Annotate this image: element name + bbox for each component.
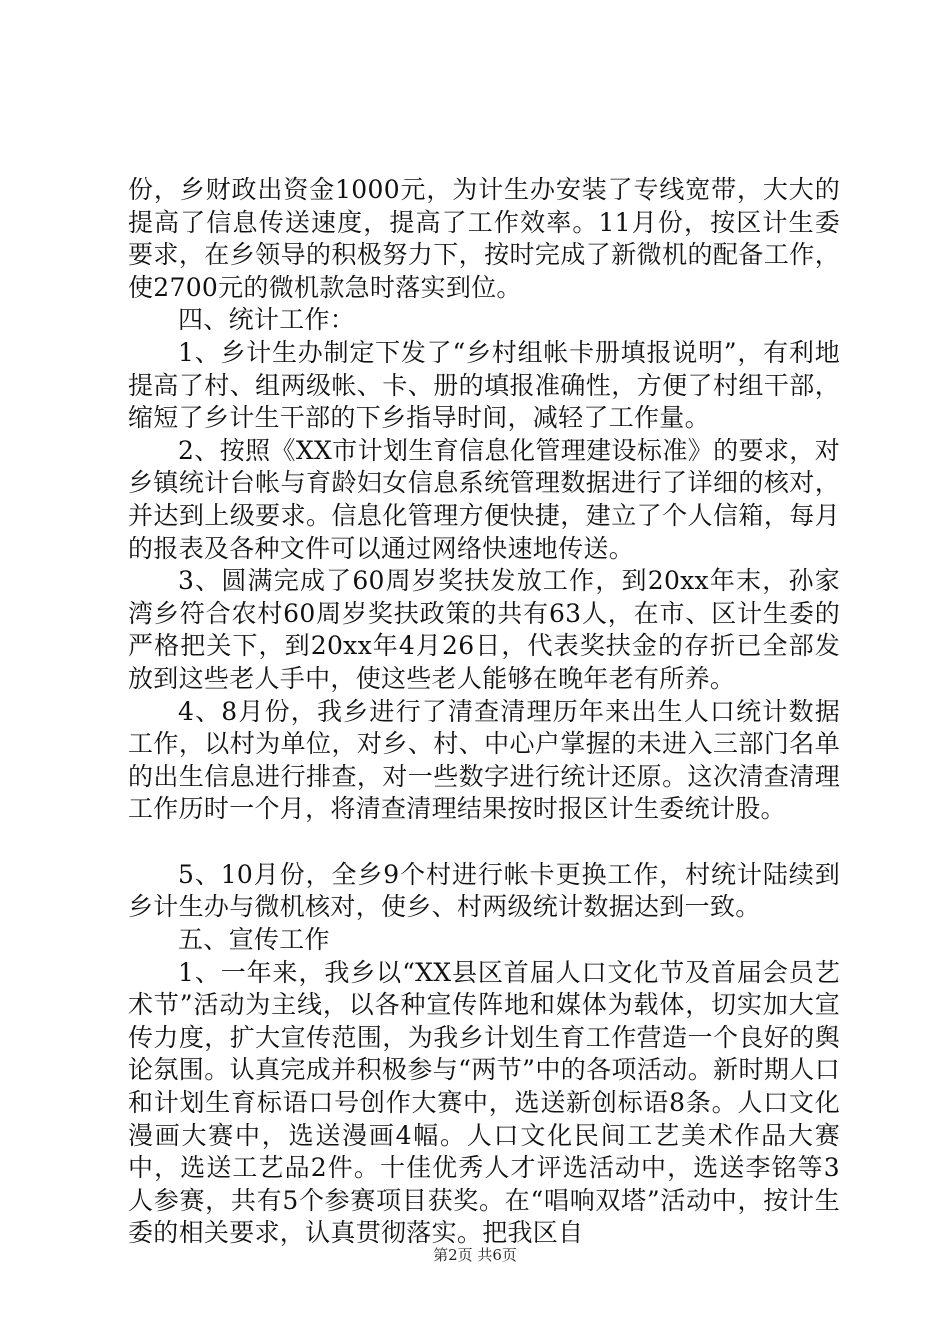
paragraph-statistics-2: 2、按照《XX市计划生育信息化管理建设标准》的要求，对乡镇统计台帐与育龄妇女信息系统管理数据进行了详细的核对，并达到上级要求。信息化管理方便快捷，建立了个人信箱，每月的报表及各种文件可以通过网络快速地传送。: [128, 435, 840, 563]
paragraph-statistics-4: 4、8月份，我乡进行了清查清理历年来出生人口统计数据工作，以村为单位，对乡、村、中心户掌握的未进入三部门名单的出生信息进行排查，对一些数字进行统计还原。这次清查清理工作历时一个月，将清查清理结果按时报区计生委统计股。: [128, 696, 840, 824]
section-heading-publicity: 五、宣传工作: [178, 925, 330, 955]
section-heading-statistics: 四、统计工作：: [178, 305, 356, 335]
document-body: [128, 174, 840, 1250]
paragraph-statistics-3: 3、圆满完成了60周岁奖扶发放工作，到20xx年末，孙家湾乡符合农村60周岁奖扶政策的共有63人，在市、区计生委的严格把关下，到20xx年4月26日，代表奖扶金的存折已全部发放到这些老人手中，使这些老人能够在晚年老有所养。: [128, 566, 840, 693]
paragraph-statistics-1: 1、乡计生办制定下发了“乡村组帐卡册填报说明”，有利地提高了村、组两级帐、卡、册的填报准确性，方便了村组干部，缩短了乡计生干部的下乡指导时间，减轻了工作量。: [128, 337, 840, 433]
paragraph-publicity-1: 1、一年来，我乡以“XX县区首届人口文化节及首届会员艺术节”活动为主线，以各种宣传阵地和媒体为载体，切实加大宣传力度，扩大宣传范围，为我乡计划生育工作营造一个良好的舆论氛围。认真完成并积极参与“两节”中的各项活动。新时期人口和计划生育标语口号创作大赛中，选送新创标语8条。人口文化漫画大赛中，选送漫画4幅。人口文化民间工艺美术作品大赛中，选送工艺品2件。十佳优秀人才评选活动中，选送李铭等3人参赛，共有5个参赛项目获奖。在“唱响双塔”活动中，按计生委的相关要求，认真贯彻落实。把我区自: [128, 957, 840, 1248]
page-number-footer: 第2页 共6页: [433, 1246, 517, 1264]
paragraph-continuation: 份，乡财政出资金1000元，为计生办安装了专线宽带，大大的提高了信息传送速度，提高了工作效率。11月份，按区计生委要求，在乡领导的积极努力下，按时完成了新微机的配备工作，使2700元的微机款急时落实到位。: [128, 175, 840, 302]
paragraph-statistics-5: 5、10月份，全乡9个村进行帐卡更换工作，村统计陆续到乡计生办与微机核对，使乡、村两级统计数据达到一致。: [128, 859, 840, 922]
